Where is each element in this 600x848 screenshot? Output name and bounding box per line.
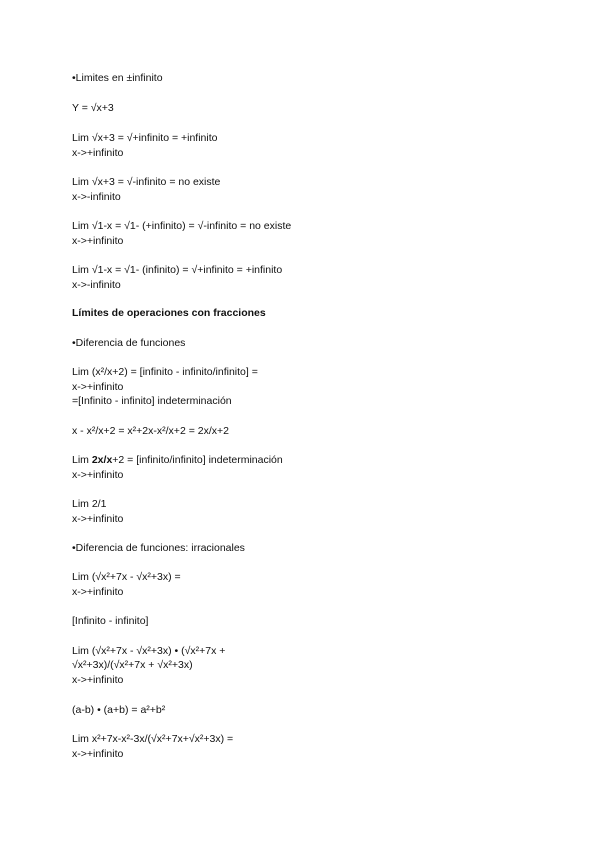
limit-subscript: x->+infinito xyxy=(72,586,124,598)
algebra-step: x - x²/x+2 = x²+2x-x²/x+2 = 2x/x+2 xyxy=(72,425,229,437)
limit-expression: Lim √x+3 = √+infinito = +infinito xyxy=(72,132,218,144)
subsection-heading: •Diferencia de funciones: irracionales xyxy=(72,542,245,554)
limit-expression: Lim √1-x = √1- (infinito) = √+infinito = +infinito xyxy=(72,264,283,276)
limit-subscript: x->-infinito xyxy=(72,279,121,291)
limit-subscript: x->+infinito xyxy=(72,748,124,760)
indeterminacy-note: [Infinito - infinito] xyxy=(72,615,149,627)
limit-subscript: x->+infinito xyxy=(72,674,124,686)
limit-expression: Lim (√x²+7x - √x²+3x) • (√x²+7x + xyxy=(72,645,226,657)
limit-expression: Lim 2/1 xyxy=(72,498,107,510)
bold-fraction: 2x/x xyxy=(91,454,113,466)
limit-expression xyxy=(72,453,283,467)
limit-expression: Lim x²+7x-x²-3x/(√x²+7x+√x²+3x) = xyxy=(72,733,234,745)
limit-subscript: x->+infinito xyxy=(72,469,124,481)
limit-expression: Lim (x²/x+2) = [infinito - infinito/infinito] = xyxy=(72,366,258,378)
subsection-heading: •Diferencia de funciones xyxy=(72,337,186,349)
limit-expression: Lim √x+3 = √-infinito = no existe xyxy=(72,176,221,188)
limit-expression: Lim √1-x = √1- (+infinito) = √-infinito = no existe xyxy=(72,220,292,232)
function-definition: Y = √x+3 xyxy=(72,102,114,114)
limit-subscript: x->+infinito xyxy=(72,235,124,247)
limit-subscript: x->-infinito xyxy=(72,191,121,203)
section-title: Límites de operaciones con fracciones xyxy=(72,307,266,319)
limit-subscript: x->+infinito xyxy=(72,147,124,159)
limit-rest: +2 = [infinito/infinito] indeterminación xyxy=(112,454,283,466)
limit-expression: Lim (√x²+7x - √x²+3x) = xyxy=(72,571,181,583)
section-heading-limites-infinito: •Limites en ±infinito xyxy=(72,72,163,84)
limit-subscript: x->+infinito xyxy=(72,381,124,393)
limit-subscript: x->+infinito xyxy=(72,513,124,525)
limit-prefix: Lim xyxy=(72,454,92,466)
indeterminacy-note: =[Infinito - infinito] indeterminación xyxy=(72,395,232,407)
limit-expression-continued: √x²+3x)/(√x²+7x + √x²+3x) xyxy=(72,659,193,671)
identity-formula: (a-b) • (a+b) = a²+b² xyxy=(72,704,166,716)
